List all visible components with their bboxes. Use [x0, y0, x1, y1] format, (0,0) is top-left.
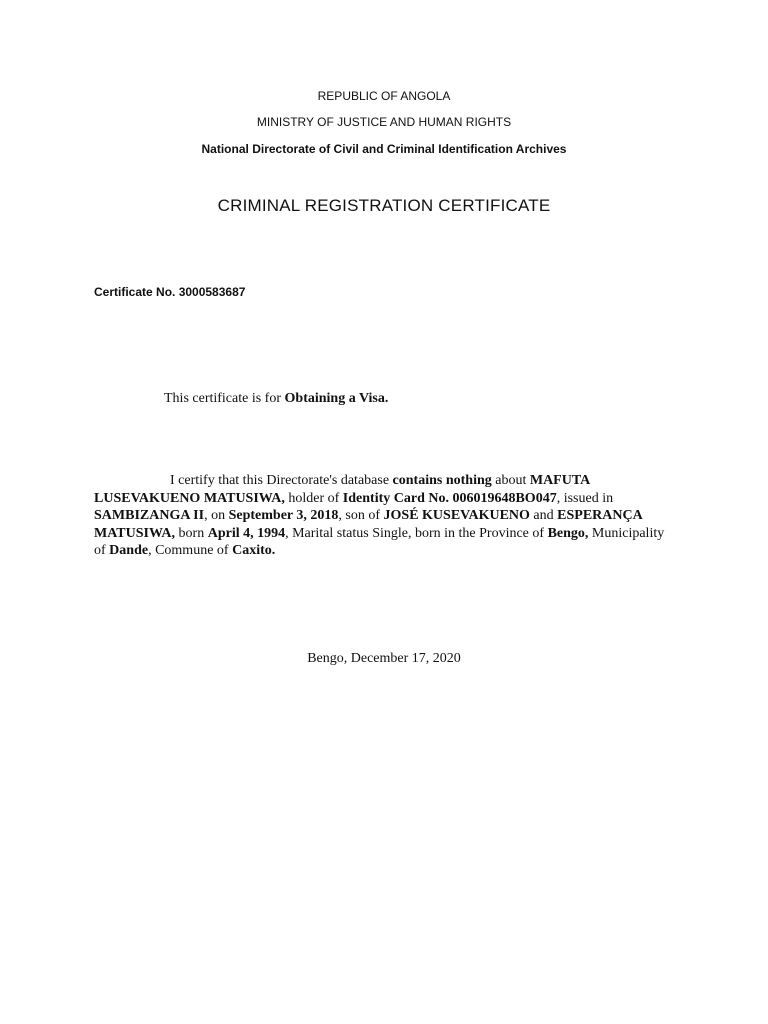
body-text: about	[491, 473, 530, 488]
body-text: Municipality of	[94, 525, 665, 558]
certification-paragraph	[94, 472, 674, 560]
certificate-number-label: Certificate No.	[94, 285, 179, 299]
municipality: Dande	[109, 543, 149, 558]
body-text: born	[175, 525, 208, 541]
mother-name: ESPERANÇA MATUSIWA,	[94, 508, 642, 541]
body-text: , son of	[338, 508, 384, 523]
purpose-line	[164, 391, 388, 407]
body-text: and	[529, 508, 558, 523]
purpose-value: Obtaining a Visa.	[284, 391, 389, 406]
subject-name: MAFUTA LUSEVAKUENO MATUSIWA,	[94, 473, 590, 506]
place-and-date: Bengo, December 17, 2020	[307, 651, 461, 666]
issue-date: September 3, 2018	[228, 508, 339, 523]
document-title: CRIMINAL REGISTRATION CERTIFICATE	[217, 196, 551, 215]
header-country: REPUBLIC OF ANGOLA	[317, 89, 451, 103]
body-text: I certify that this Directorate's database	[170, 473, 393, 488]
purpose-prefix: This certificate is for	[164, 391, 285, 406]
province: Bengo,	[547, 525, 589, 541]
body-text: , Marital status Single, born in the Province of	[285, 525, 548, 541]
certificate-number-line	[94, 285, 245, 299]
header-directorate: National Directorate of Civil and Criminal Identification Archives	[201, 142, 567, 156]
commune: Caxito.	[232, 543, 276, 558]
header-ministry: MINISTRY OF JUSTICE AND HUMAN RIGHTS	[256, 115, 512, 129]
statement-emphasis: contains nothing	[392, 473, 492, 488]
issue-place: SAMBIZANGA II	[94, 508, 205, 523]
body-text: holder of	[284, 490, 343, 506]
identity-card-number: Identity Card No. 006019648BO047	[342, 490, 557, 506]
body-text: , Commune of	[148, 543, 233, 558]
birth-date: April 4, 1994	[207, 525, 286, 541]
father-name: JOSÉ KUSEVAKUENO	[383, 508, 530, 523]
certificate-number: 3000583687	[178, 285, 246, 299]
body-text: , on	[204, 508, 229, 523]
body-text: , issued in	[556, 490, 614, 506]
